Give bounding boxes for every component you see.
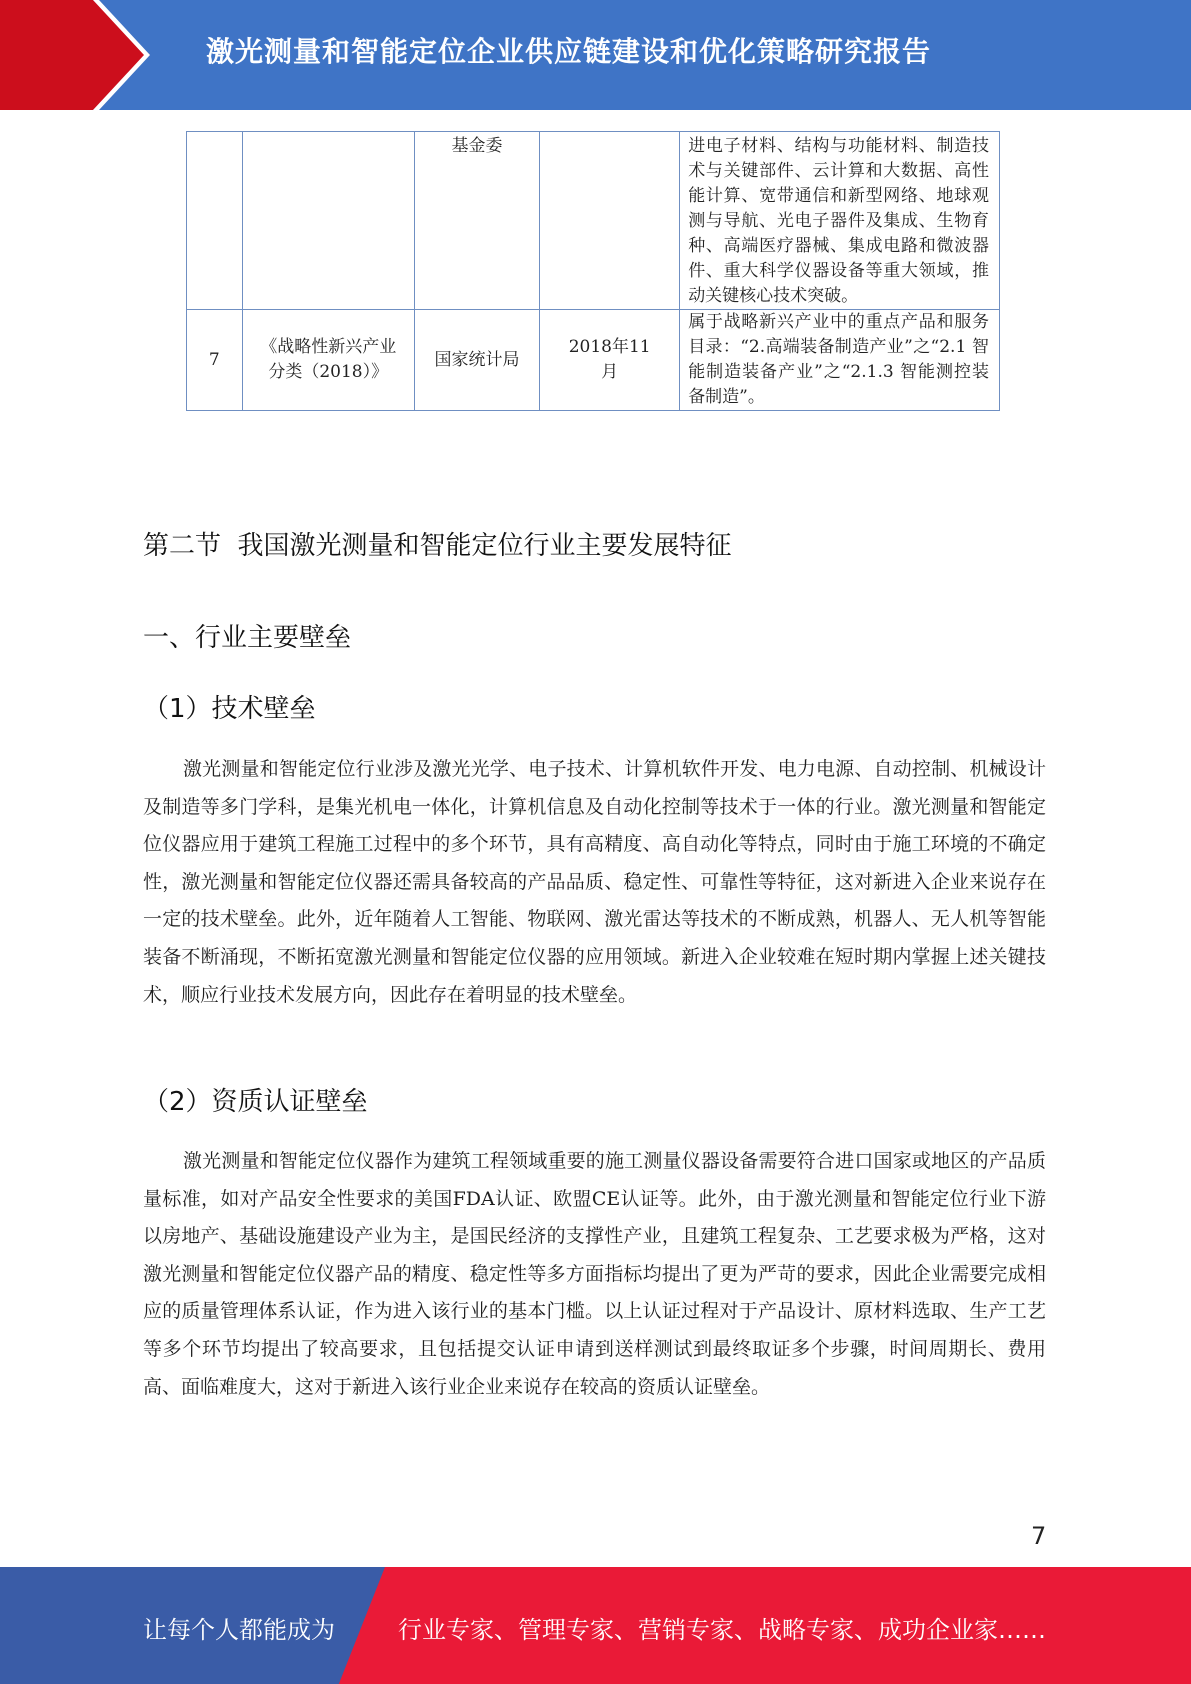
table-cell-date: 2018年11月 bbox=[540, 310, 680, 411]
section-title: 第二节 我国激光测量和智能定位行业主要发展特征 bbox=[143, 531, 732, 561]
table-cell-description: 属于战略新兴产业中的重点产品和服务目录：“2.高端装备制造产业”之“2.1 智能制造装备产业”之“2.1.3 智能测控装备制造”。 bbox=[680, 310, 1000, 411]
table-cell-issuer: 国家统计局 bbox=[414, 310, 539, 411]
table-cell-no bbox=[187, 132, 243, 310]
page-footer bbox=[0, 1567, 1191, 1684]
table-cell-date bbox=[540, 132, 680, 310]
footer-slogan-right: 行业专家、管理专家、营销专家、战略专家、成功企业家…… bbox=[398, 1616, 1046, 1644]
header-red-chevron bbox=[0, 0, 150, 110]
paragraph-certification-barrier: 激光测量和智能定位仪器作为建筑工程领域重要的施工测量仪器设备需要符合进口国家或地区的产品质量标准，如对产品安全性要求的美国FDA认证、欧盟CE认证等。此外，由于激光测量和智能定位行业下游以房地产、基础设施建设产业为主，是国民经济的支撑性产业，且建筑工程复杂、工艺要求极为严格，这对激光测量和智能定位仪器产品的精度、稳定性等多方面指标均提出了更为严苛的要求，因此企业需要完成相应的质量管理体系认证，作为进入该行业的基本门槛。以上认证过程对于产品设计、原材料选取、生产工艺等多个环节均提出了较高要求，且包括提交认证申请到送样测试到最终取证多个步骤，时间周期长、费用高、面临难度大，这对于新进入该行业企业来说存在较高的资质认证壁垒。 bbox=[143, 1150, 1046, 1398]
table-cell-description: 进电子材料、结构与功能材料、制造技术与关键部件、云计算和大数据、高性能计算、宽带通信和新型网络、地球观测与导航、光电子器件及集成、生物育种、高端医疗器械、集成电路和微波器件、重大科学仪器设备等重大领域，推动关键核心技术突破。 bbox=[680, 132, 1000, 310]
report-title: 激光测量和智能定位企业供应链建设和优化策略研究报告 bbox=[206, 35, 932, 68]
footer-slogan-left: 让每个人都能成为 bbox=[143, 1616, 335, 1644]
table-cell-policy: 《战略性新兴产业分类（2018）》 bbox=[242, 310, 414, 411]
page-header bbox=[0, 0, 1191, 110]
policy-table bbox=[186, 131, 1000, 411]
table-cell-issuer: 基金委 bbox=[414, 132, 539, 310]
subheading-technical-barrier: （1）技术壁垒 bbox=[143, 694, 316, 724]
table-cell-policy bbox=[242, 132, 414, 310]
heading-barriers: 一、行业主要壁垒 bbox=[143, 623, 352, 653]
page-number: 7 bbox=[1031, 1522, 1047, 1550]
paragraph-technical-barrier: 激光测量和智能定位行业涉及激光光学、电子技术、计算机软件开发、电力电源、自动控制、机械设计及制造等多门学科，是集光机电一体化，计算机信息及自动化控制等技术于一体的行业。激光测量和智能定位仪器应用于建筑工程施工过程中的多个环节，具有高精度、高自动化等特点，同时由于施工环境的不确定性，激光测量和智能定位仪器还需具备较高的产品品质、稳定性、可靠性等特征，这对新进入企业来说存在一定的技术壁垒。此外，近年随着人工智能、物联网、激光雷达等技术的不断成熟，机器人、无人机等智能装备不断涌现，不断拓宽激光测量和智能定位仪器的应用领域。新进入企业较难在短时期内掌握上述关键技术，顺应行业技术发展方向，因此存在着明显的技术壁垒。 bbox=[143, 758, 1046, 1006]
subheading-certification-barrier: （2）资质认证壁垒 bbox=[143, 1087, 368, 1117]
table-row bbox=[187, 132, 1000, 310]
table-row bbox=[187, 310, 1000, 411]
table-cell-no: 7 bbox=[187, 310, 243, 411]
